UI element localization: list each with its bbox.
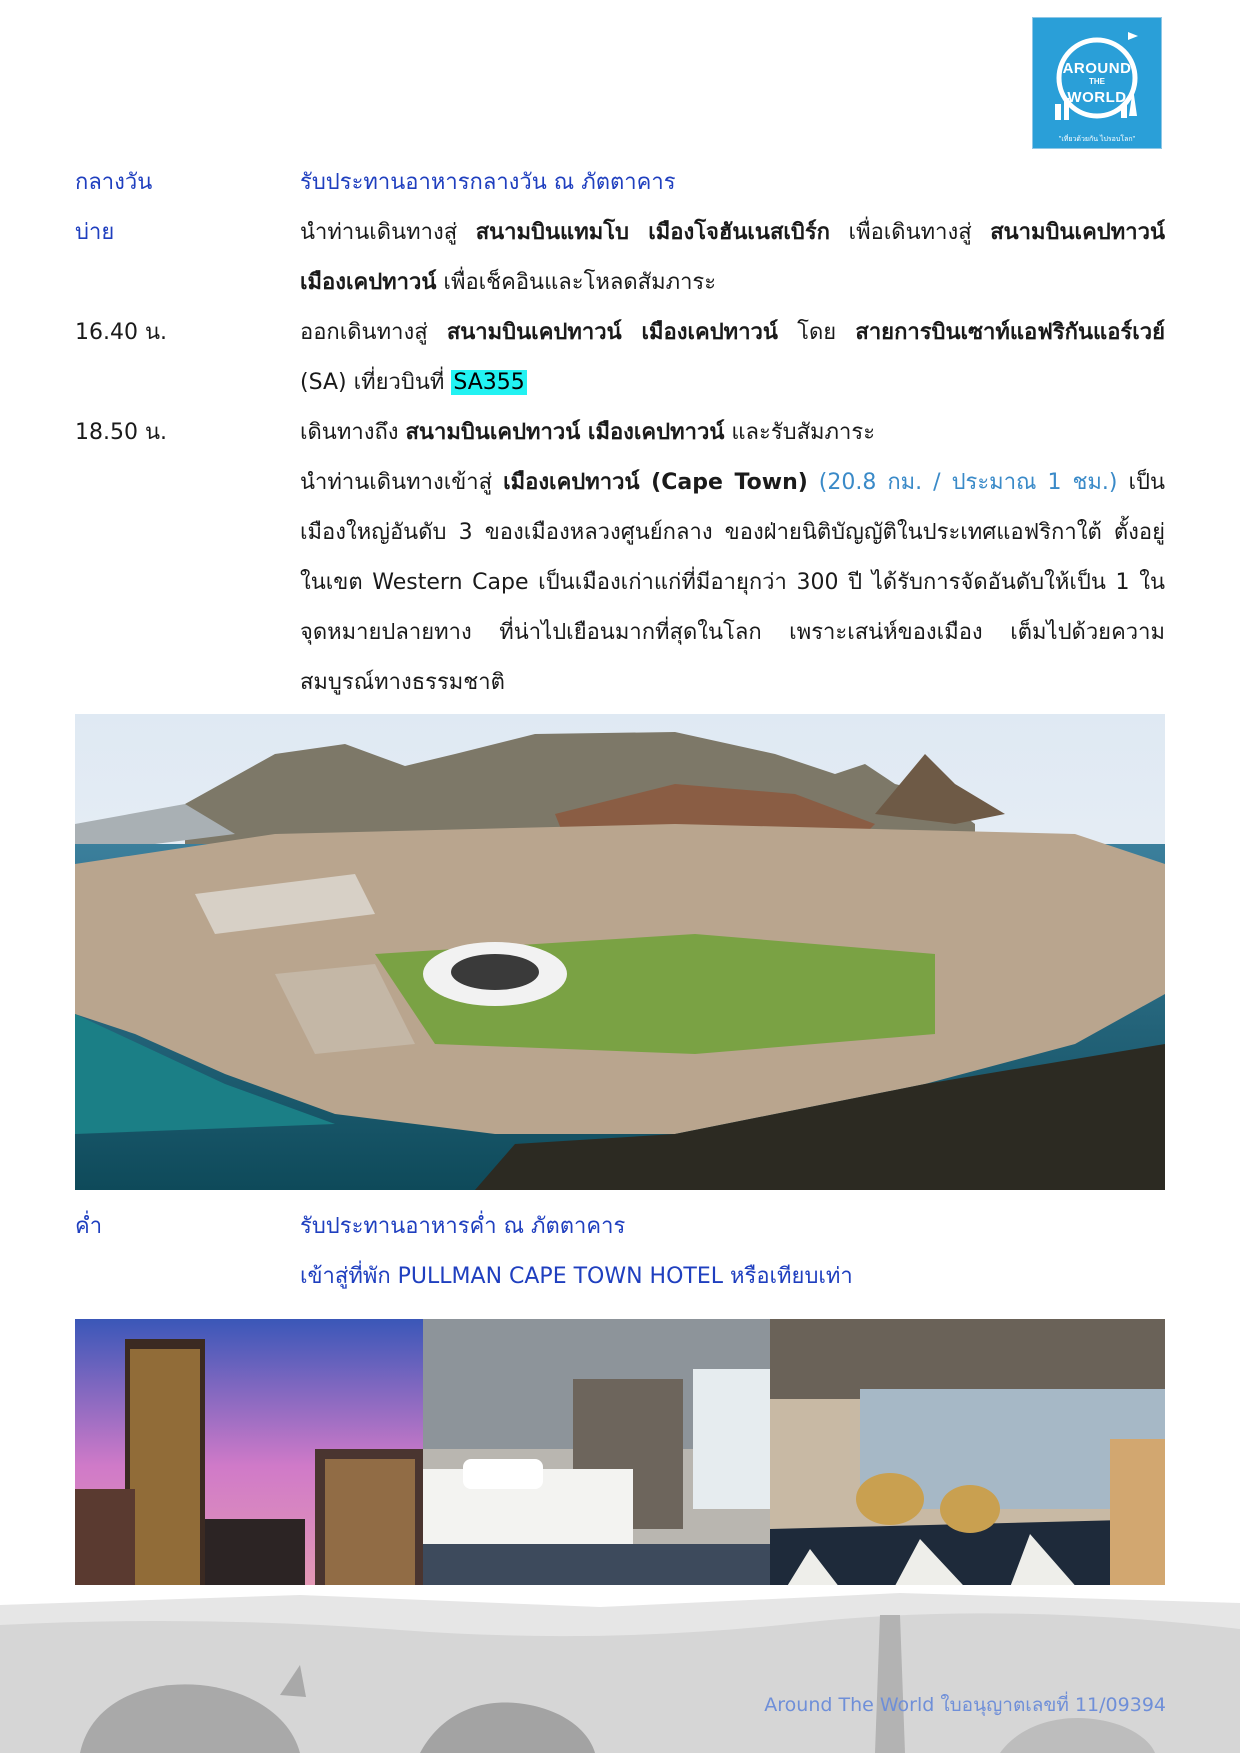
time-label: 16.40 น. bbox=[75, 320, 168, 345]
logo-tagline: "เที่ยวด้วยกัน ไปรอบโลก" bbox=[1058, 136, 1136, 143]
footer-license-text: Around The World ใบอนุญาตเลขที่ 11/09394 bbox=[764, 1694, 1166, 1716]
footer-wildlife-silhouette bbox=[0, 1585, 1240, 1753]
itinerary-row-afternoon bbox=[75, 208, 1165, 308]
activity-text: รับประทานอาหารกลางวัน ณ ภัตตาคาร bbox=[300, 170, 676, 195]
activity-text: นำท่านเดินทางสู่ สนามบินแทมโบ เมืองโจฮันเนสเบิร์ก เพื่อเดินทางสู่ สนามบินเคปทาวน์ เมืองเคปทาวน์ เพื่อเช็คอินและโหลดสัมภาระ bbox=[300, 220, 1165, 295]
company-logo bbox=[1032, 17, 1162, 149]
hotel-room-photo bbox=[423, 1319, 770, 1614]
time-label: บ่าย bbox=[75, 220, 115, 245]
cape-town-aerial-photo bbox=[75, 714, 1165, 1190]
time-label: ค่ำ bbox=[75, 1214, 103, 1239]
activity-text: ออกเดินทางสู่ สนามบินเคปทาวน์ เมืองเคปทาวน์ โดย สายการบินเซาท์แอฟริกันแอร์เวย์ (SA) เที่ยวบินที่ SA355 bbox=[300, 320, 1165, 395]
logo-text-the: THE bbox=[1089, 77, 1105, 86]
time-label: กลางวัน bbox=[75, 170, 153, 195]
itinerary-row-capetown bbox=[75, 458, 1165, 708]
logo-text-world: WORLD bbox=[1067, 89, 1127, 106]
logo-text-around: AROUND bbox=[1062, 60, 1132, 77]
time-label: 18.50 น. bbox=[75, 420, 168, 445]
hotel-restaurant-photo bbox=[770, 1319, 1165, 1614]
distance-note: (20.8 กม. / ประมาณ 1 ชม.) bbox=[807, 470, 1118, 495]
activity-text: รับประทานอาหารค่ำ ณ ภัตตาคาร bbox=[300, 1214, 626, 1239]
hotel-exterior-photo bbox=[75, 1319, 423, 1614]
itinerary-row-1640 bbox=[75, 308, 1165, 408]
city-description: นำท่านเดินทางเข้าสู่ เมืองเคปทาวน์ (Cape Town) (20.8 กม. / ประมาณ 1 ชม.) เป็นเมืองใหญ่อันดับ 3 ของเมืองหลวงศูนย์กลาง ของฝ่ายนิติบัญญัติในประเทศแอฟริกาใต้ ตั้งอยู่ในเขต Western Cape เป็นเมืองเก่าแก่ที่มีอายุกว่า 300 ปี ได้รับการจัดอันดับให้เป็น 1 ในจุดหมายปลายทาง ที่น่าไปเยือนมากที่สุดในโลก เพราะเสน่ห์ของเมือง เต็มไปด้วยความสมบูรณ์ทางธรรมชาติ bbox=[300, 470, 1165, 695]
hotel-text: เข้าสู่ที่พัก PULLMAN CAPE TOWN HOTEL หรือเทียบเท่า bbox=[300, 1264, 853, 1289]
flight-number: SA355 bbox=[453, 370, 525, 395]
activity-text: เดินทางถึง สนามบินเคปทาวน์ เมืองเคปทาวน์ และรับสัมภาระ bbox=[300, 420, 876, 445]
